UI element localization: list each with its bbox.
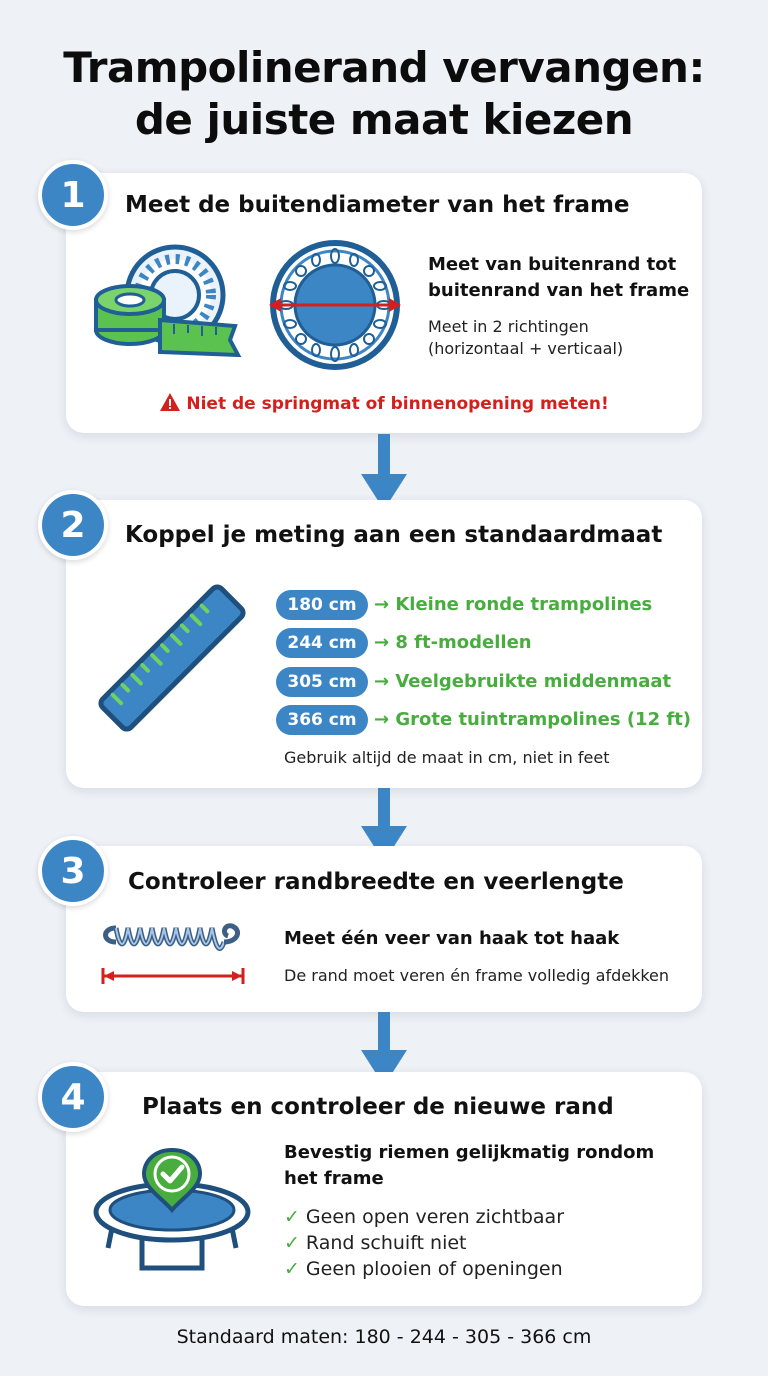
check-item-2-text: Rand schuift niet	[305, 1232, 467, 1254]
page-title-line2: de juiste maat kiezen	[134, 95, 634, 144]
page-title-line1: Trampolinerand vervangen:	[63, 43, 705, 92]
footer-standard-sizes: Standaard maten: 180 - 244 - 305 - 366 cm	[176, 1326, 592, 1348]
warning-text: Niet de springmat of binnenopening meten!	[186, 394, 609, 414]
ruler-icon	[96, 582, 248, 734]
warning-icon	[159, 392, 181, 412]
size-desc-244: → 8 ft-modellen	[374, 632, 532, 653]
trampoline-top-icon	[265, 238, 405, 372]
size-pill-180: 180 cm	[276, 590, 368, 620]
step-3-badge: 3	[38, 836, 108, 906]
size-pill-366: 366 cm	[276, 705, 368, 735]
checkmark-icon: ✓	[284, 1258, 300, 1280]
step-1-note	[428, 316, 623, 360]
step-1-title: Meet de buitendiameter van het frame	[125, 192, 630, 218]
check-item-3	[284, 1258, 563, 1280]
step-3-title: Controleer randbreedte en veerlengte	[128, 869, 624, 895]
step-1-instruction-line1: Meet van buitenrand tot	[428, 254, 677, 275]
step-3-instruction: Meet één veer van haak tot haak	[284, 928, 620, 949]
step-4-instruction-line1: Bevestig riemen gelijkmatig rondom	[284, 1142, 655, 1163]
check-item-1-text: Geen open veren zichtbaar	[305, 1206, 565, 1228]
spring-icon	[98, 920, 248, 986]
checkmark-icon: ✓	[284, 1206, 300, 1228]
step-4-title: Plaats en controleer de nieuwe rand	[142, 1094, 614, 1120]
size-desc-180: → Kleine ronde trampolines	[374, 594, 653, 615]
step-1-badge: 1	[38, 160, 108, 230]
size-pill-305: 305 cm	[276, 667, 368, 697]
step-1-instruction-line2: buitenrand van het frame	[428, 280, 690, 301]
trampoline-check-icon	[92, 1146, 252, 1272]
step-4-instruction	[284, 1140, 654, 1192]
check-item-3-text: Geen plooien of openingen	[305, 1258, 563, 1280]
page-title	[0, 42, 768, 146]
checkmark-icon: ✓	[284, 1232, 300, 1254]
step-4-instruction-line2: het frame	[284, 1168, 384, 1189]
check-item-1	[284, 1206, 564, 1228]
size-desc-305: → Veelgebruikte middenmaat	[374, 671, 672, 692]
step-4-badge: 4	[38, 1062, 108, 1132]
size-desc-366: → Grote tuintrampolines (12 ft)	[374, 709, 692, 730]
step-2-badge: 2	[38, 490, 108, 560]
tape-measure-icon	[90, 240, 245, 370]
step-1-note-line1: Meet in 2 richtingen	[428, 317, 589, 336]
step-3-note: De rand moet veren én frame volledig afdekken	[284, 966, 670, 985]
step-1-note-line2: (horizontaal + verticaal)	[428, 339, 624, 358]
size-pill-244: 244 cm	[276, 628, 368, 658]
step-1-warning	[0, 392, 768, 414]
step-1-instruction	[428, 252, 689, 304]
step-2-title: Koppel je meting aan een standaardmaat	[125, 522, 663, 548]
check-item-2	[284, 1232, 467, 1254]
step-2-note: Gebruik altijd de maat in cm, niet in feet	[284, 748, 610, 767]
